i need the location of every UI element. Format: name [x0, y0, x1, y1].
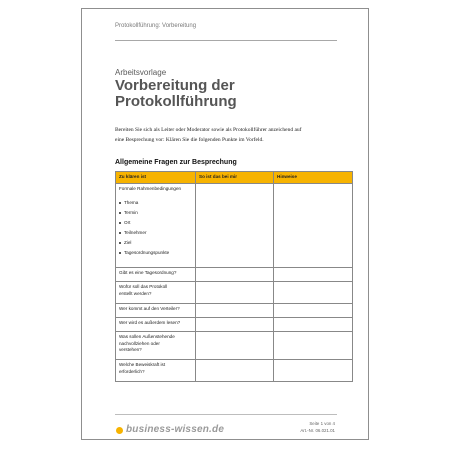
article-number: Art.-Nr. 06.021.01 [300, 428, 335, 433]
document-page [81, 8, 369, 440]
document-kicker: Arbeitsvorlage [115, 68, 167, 77]
column-header: Hinweise [274, 172, 353, 184]
row-label: Formale Rahmenbedingungen [119, 186, 182, 191]
table-cell [274, 304, 353, 318]
section-title: Allgemeine Fragen zur Besprechung [115, 159, 237, 166]
list-item: Tagesordnungspunkte [119, 248, 192, 258]
questions-table [115, 171, 353, 382]
table-cell: Wer kommt auf den Verteiler? [116, 304, 196, 318]
table-cell: Gibt es eine Tagesordnung? [116, 268, 196, 282]
table-cell: Wer wird es außerdem lesen? [116, 318, 196, 332]
intro-paragraph: Bereiten Sie sich als Leiter oder Moderator sowie als Protokollführer anzeichend auf eine Besprechung vor: Klären Sie die folgenden Punkte im Vorfeld. [115, 127, 302, 143]
table-header-row [116, 172, 353, 184]
footer-divider [115, 414, 337, 415]
list-item: Teilnehmer [119, 228, 192, 238]
table-cell [196, 304, 274, 318]
table-row [116, 184, 353, 268]
table-row [116, 304, 353, 318]
list-item: Ort [119, 218, 192, 228]
brand-logo: business-wissen.de [126, 424, 225, 435]
table-cell [274, 282, 353, 304]
table-cell [196, 184, 274, 268]
list-item: Termin [119, 208, 192, 218]
document-title: Vorbereitung der Protokollführung [115, 77, 237, 110]
table-cell [274, 360, 353, 382]
table-cell: Welche Beweiskraft ist erforderlich? [116, 360, 196, 382]
table-cell [196, 282, 274, 304]
table-cell [116, 184, 196, 268]
table-row [116, 268, 353, 282]
list-item: Ziel [119, 238, 192, 248]
table-row [116, 282, 353, 304]
table-row [116, 360, 353, 382]
table-cell: Was sollen Außenstehende nachvollziehen oder verstehen? [116, 332, 196, 360]
table-cell [196, 360, 274, 382]
table-cell [196, 332, 274, 360]
table-row [116, 318, 353, 332]
table-row [116, 332, 353, 360]
column-header: Zu klären ist [116, 172, 196, 184]
table-cell [196, 318, 274, 332]
table-cell: Wofür soll das Protokoll erstellt werden? [116, 282, 196, 304]
table-cell [274, 332, 353, 360]
logo-dot-icon [116, 427, 123, 434]
table-cell [274, 318, 353, 332]
page-number: Seite 1 von 4 [309, 421, 335, 426]
running-header: Protokollführung: Vorbereitung [115, 23, 197, 29]
table-cell [274, 268, 353, 282]
header-divider [115, 40, 337, 41]
table-cell [196, 268, 274, 282]
list-item: Thema [119, 198, 192, 208]
column-header: So ist das bei mir [196, 172, 274, 184]
table-cell [274, 184, 353, 268]
bullet-list [119, 198, 192, 258]
page-meta [300, 420, 335, 434]
